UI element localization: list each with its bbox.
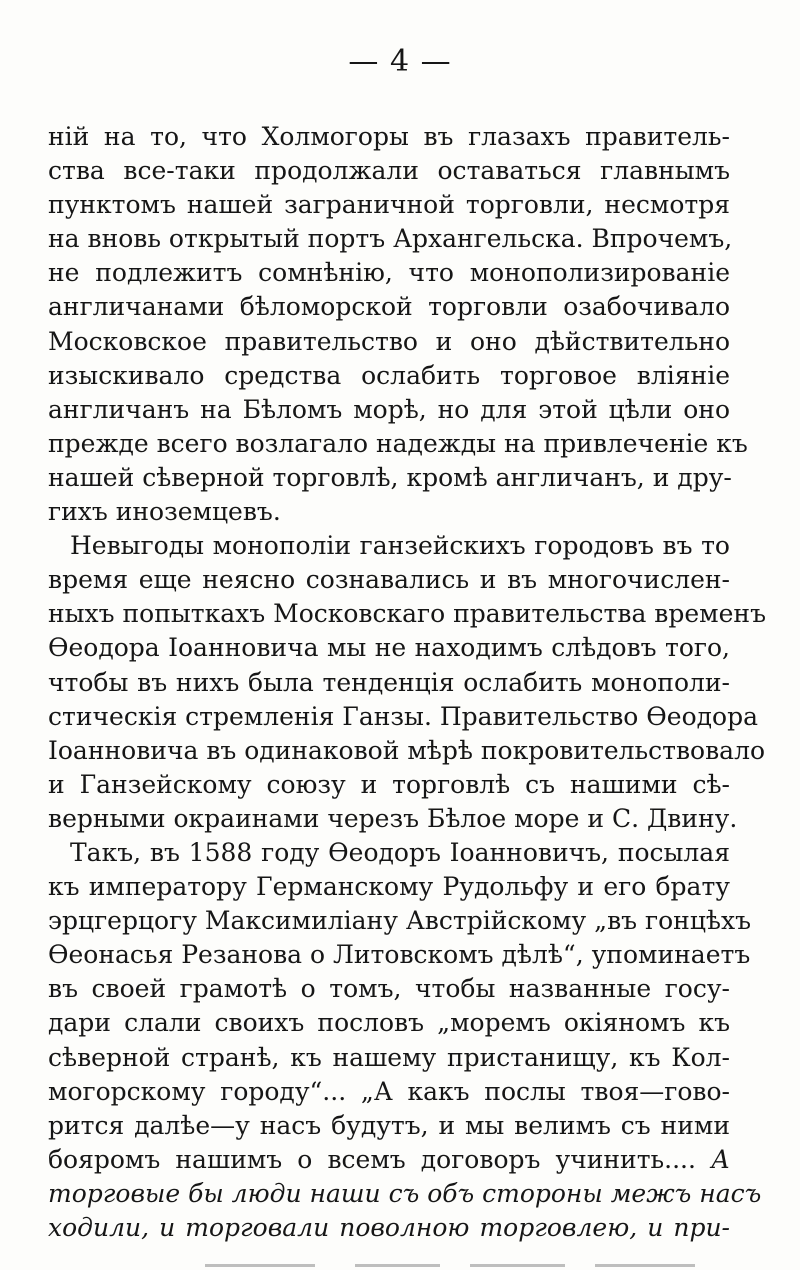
text-line: Ѳеонасья Резанова о Литовскомъ дѣлѣ“, упоминаетъ [48, 940, 751, 970]
text-line: прежде всего возлагало надежды на привлеченіе къ [48, 428, 748, 458]
text-line: къ императору Германскому Рудольфу и его брату [48, 872, 730, 902]
text-line: изыскивало средства ослабить торговое вліяніе [48, 360, 730, 390]
text-line: могорскому городу“... „А какъ послы твоя—говo- [48, 1076, 730, 1106]
body-text [48, 120, 766, 1245]
text-line: верными окраинами черезъ Бѣлое море и С. Двину. [48, 803, 738, 833]
paragraph-start-line: Такъ, въ 1588 году Ѳеодоръ Іоанновичъ, посылая [70, 837, 730, 867]
text-line-roman: бояромъ нашимъ о всемъ договоръ учинить.... [48, 1144, 696, 1174]
bleed-mark [355, 1264, 440, 1267]
text-line: стическія стремленія Ганзы. Правительство Ѳеодора [48, 701, 758, 731]
text-line: не подлежитъ сомнѣнію, что монополизированіе [48, 258, 730, 288]
text-line: ній на то, что Холмогоры въ глазахъ правитель- [48, 122, 730, 151]
text-line: эрцгерцогу Максимиліану Австрійскому „въ гонцѣхъ [48, 906, 751, 936]
text-line [48, 1143, 730, 1177]
text-line: сѣверной странѣ, къ нашему пристанищу, къ Кол- [48, 1042, 730, 1072]
text-line: дари слали своихъ пословъ „моремъ окіяномъ къ [48, 1008, 730, 1038]
page-number: — 4 — [348, 44, 452, 79]
text-line: Ѳеодора Іоанновича мы не находимъ слѣдовъ того, [48, 633, 730, 663]
text-line: ства все-таки продолжали оставаться главнымъ [48, 156, 730, 186]
text-line: рится далѣе—у насъ будутъ, и мы велимъ съ ними [48, 1110, 730, 1140]
text-line-italic-start: А [711, 1144, 730, 1174]
text-line: англичанъ на Бѣломъ морѣ, но для этой цѣли оно [48, 394, 730, 424]
bleed-mark [205, 1264, 315, 1267]
text-line: на вновь открытый портъ Архангельска. Впрочемъ, [48, 224, 733, 254]
italic-text-line: торговые бы люди наши съ объ стороны межъ насъ [48, 1178, 762, 1208]
text-line: время еще неясно сознавались и въ многочислен- [48, 565, 730, 595]
text-line: нашей сѣверной торговлѣ, кромѣ англичанъ, и дру- [48, 462, 732, 492]
bleed-mark [595, 1264, 695, 1267]
italic-text-line: ходили, и торговали поволною торговлею, и при- [48, 1213, 730, 1242]
text-line: ныхъ попыткахъ Московскаго правительства временъ [48, 599, 766, 629]
paragraph-start-line: Невыгоды монополіи ганзейскихъ городовъ въ то [70, 531, 730, 561]
text-line: и Ганзейскому союзу и торговлѣ съ нашими сѣ- [48, 769, 730, 799]
text-line: въ своей грамотѣ о томъ, чтобы названные госу- [48, 974, 730, 1004]
next-page-bleed-marks [0, 1262, 800, 1270]
bleed-mark [470, 1264, 565, 1267]
text-line: Іоанновича въ одинаковой мѣрѣ покровительствовало [48, 735, 766, 765]
text-line: англичанами бѣломорской торговли озабочивало [48, 292, 730, 322]
text-line: гихъ иноземцевъ. [48, 497, 281, 527]
text-line: чтобы въ нихъ была тенденція ослабить монополи- [48, 667, 730, 697]
text-line: Московское правительство и оно дѣйствительно [48, 326, 730, 356]
text-line: пунктомъ нашей заграничной торговли, несмотря [48, 190, 730, 220]
